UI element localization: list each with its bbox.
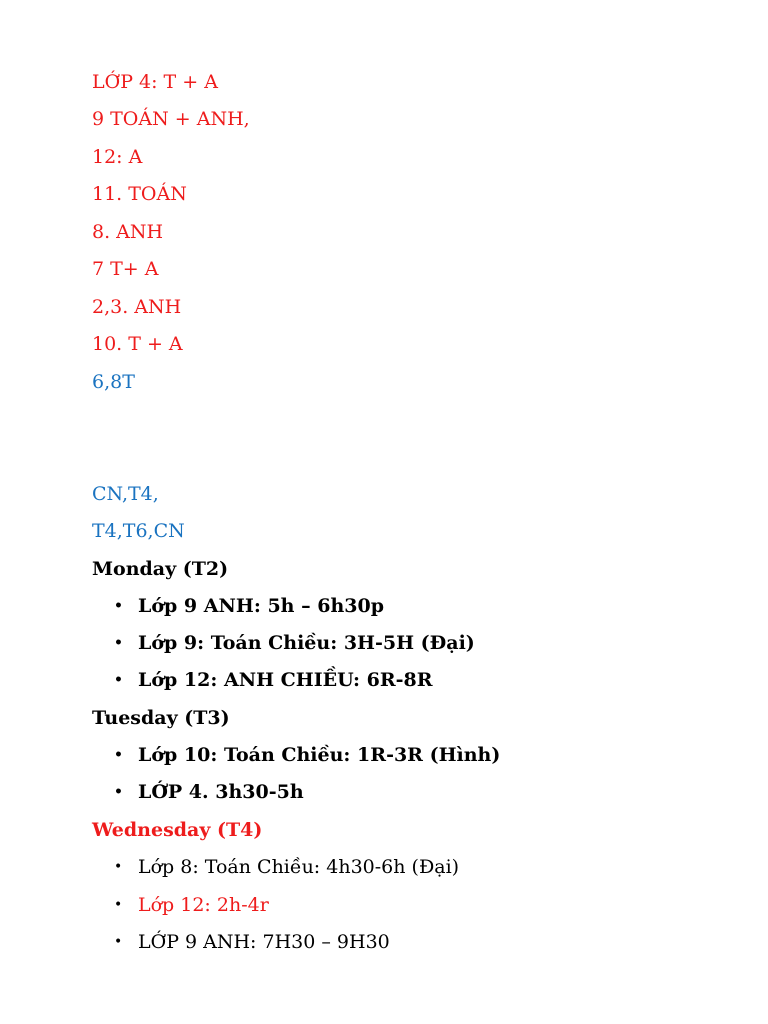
note-line: 10. T + A xyxy=(92,333,183,355)
note-line: T4,T6,CN xyxy=(92,520,185,542)
list-item-text: LỚP 4. 3h30-5h xyxy=(138,781,304,803)
list-item-text: Lớp 10: Toán Chiều: 1R-3R (Hình) xyxy=(138,744,501,766)
note-line: CN,T4, xyxy=(92,483,159,505)
list-item-text: Lớp 8: Toán Chiều: 4h30-6h (Đại) xyxy=(138,856,460,878)
day-heading-wednesday: Wednesday (T4) xyxy=(92,819,263,841)
list-item-text: Lớp 9 ANH: 5h – 6h30p xyxy=(138,595,384,617)
list-item-text: LỚP 9 ANH: 7H30 – 9H30 xyxy=(138,931,390,953)
note-line: 2,3. ANH xyxy=(92,296,182,318)
note-line: 6,8T xyxy=(92,371,135,393)
note-line: 9 TOÁN + ANH, xyxy=(92,108,250,130)
bullet-icon: • xyxy=(114,859,123,875)
bullet-icon: • xyxy=(114,784,123,800)
list-item-text: Lớp 12: 2h-4r xyxy=(138,894,269,916)
list-item-text: Lớp 9: Toán Chiều: 3H-5H (Đại) xyxy=(138,632,475,654)
bullet-icon: • xyxy=(114,747,123,763)
note-line: LỚP 4: T + A xyxy=(92,71,218,93)
note-line: 11. TOÁN xyxy=(92,183,187,205)
list-item-text: Lớp 12: ANH CHIỀU: 6R-8R xyxy=(138,669,433,691)
note-line: 12: A xyxy=(92,146,143,168)
bullet-icon: • xyxy=(114,897,123,913)
bullet-icon: • xyxy=(114,672,123,688)
bullet-icon: • xyxy=(114,934,123,950)
note-line: 7 T+ A xyxy=(92,258,159,280)
bullet-icon: • xyxy=(114,635,123,651)
day-heading-tuesday: Tuesday (T3) xyxy=(92,707,230,729)
note-line: 8. ANH xyxy=(92,221,164,243)
day-heading-monday: Monday (T2) xyxy=(92,558,229,580)
bullet-icon: • xyxy=(114,598,123,614)
